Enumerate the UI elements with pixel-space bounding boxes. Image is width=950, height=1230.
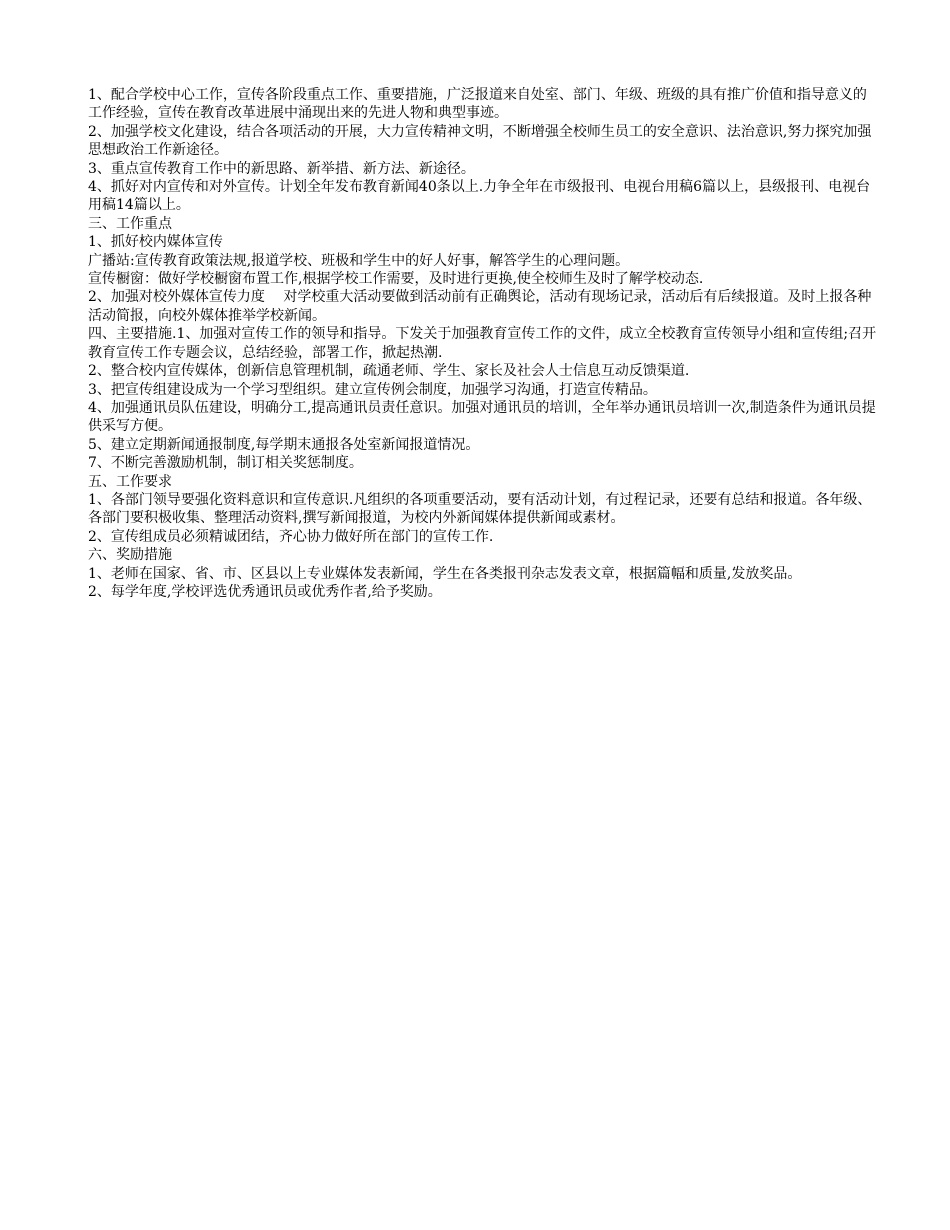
paragraph-main-measures-4: 4、加强通讯员队伍建设，明确分工,提高通讯员责任意识。加强对通讯员的培训，全年举办通讯员培训一次,制造条件为通讯员提供采写方便。 <box>88 399 876 435</box>
paragraph-duty-1: 1、配合学校中心工作，宣传各阶段重点工作、重要措施，广泛报道来自处室、部门、年级、班级的具有推广价值和指导意义的工作经验，宣传在教育改革进展中涌现出来的先进人物和典型事迹。 <box>88 87 867 122</box>
paragraph-main-measures-5: 5、建立定期新闻通报制度,每学期末通报各处室新闻报道情况。 <box>88 436 480 453</box>
document-body <box>88 86 878 601</box>
paragraph-main-measures-2: 2、整合校内宣传媒体，创新信息管理机制，疏通老师、学生、家长及社会人士信息互动反馈渠道. <box>88 363 690 380</box>
paragraph-bulletin-window: 宣传橱窗：做好学校橱窗布置工作,根据学校工作需要，及时进行更换,使全校师生及时了解学校动态. <box>88 271 704 288</box>
section-heading-rewards: 六、奖励措施 <box>88 547 172 564</box>
paragraph-reward-2: 2、每学年度,学校评选优秀通讯员或优秀作者,给予奖励。 <box>88 583 442 600</box>
paragraph-broadcast-station: 广播站:宣传教育政策法规,报道学校、班极和学生中的好人好事，解答学生的心理问题。 <box>88 252 630 269</box>
paragraph-main-measures-3: 3、把宣传组建设成为一个学习型组织。建立宣传例会制度，加强学习沟通，打造宣传精品。 <box>88 381 657 398</box>
paragraph-duty-2: 2、加强学校文化建设，结合各项活动的开展，大力宣传精神文明，不断增强全校师生员工的安全意识、法治意识,努力探究加强思想政治工作新途径。 <box>88 123 872 159</box>
paragraph-main-measures-1: 四、主要措施.1、加强对宣传工作的领导和指导。下发关于加强教育宣传工作的文件，成立全校教育宣传领导小组和宣传组;召开教育宣传工作专题会议，总结经验，部署工作，掀起热潮. <box>88 326 877 361</box>
paragraph-duty-3: 3、重点宣传教育工作中的新思路、新举措、新方法、新途径。 <box>88 160 475 177</box>
section-heading-work-requirements: 五、工作要求 <box>88 473 172 490</box>
paragraph-main-measures-7: 7、不断完善激励机制，制订相关奖惩制度。 <box>88 455 363 472</box>
subheading-campus-media: 1、抓好校内媒体宣传 <box>88 234 223 251</box>
section-heading-work-focus: 三、工作重点 <box>88 215 172 232</box>
paragraph-requirement-2: 2、宣传组成员必须精诚团结，齐心协力做好所在部门的宣传工作. <box>88 528 494 545</box>
paragraph-reward-1: 1、老师在国家、省、市、区县以上专业媒体发表新闻，学生在各类报刊杂志发表文章，根据篇幅和质量,发放奖品。 <box>88 565 802 582</box>
paragraph-duty-4: 4、抓好对内宣传和对外宣传。计划全年发布教育新闻40条以上.力争全年在市级报刊、电视台用稿6篇以上，县级报刊、电视台用稿14篇以上。 <box>88 179 871 214</box>
paragraph-external-media: 2、加强对校外媒体宣传力度 对学校重大活动要做到活动前有正确舆论，活动有现场记录，活动后有后续报道。及时上报各种活动简报，向校外媒体推举学校新闻。 <box>88 289 872 324</box>
paragraph-requirement-1: 1、各部门领导要强化资料意识和宣传意识.凡组织的各项重要活动，要有活动计划，有过程记录，还要有总结和报道。各年级、各部门要积极收集、整理活动资料,撰写新闻报道，为校内外新闻媒体提供新闻或素材。 <box>88 491 872 527</box>
